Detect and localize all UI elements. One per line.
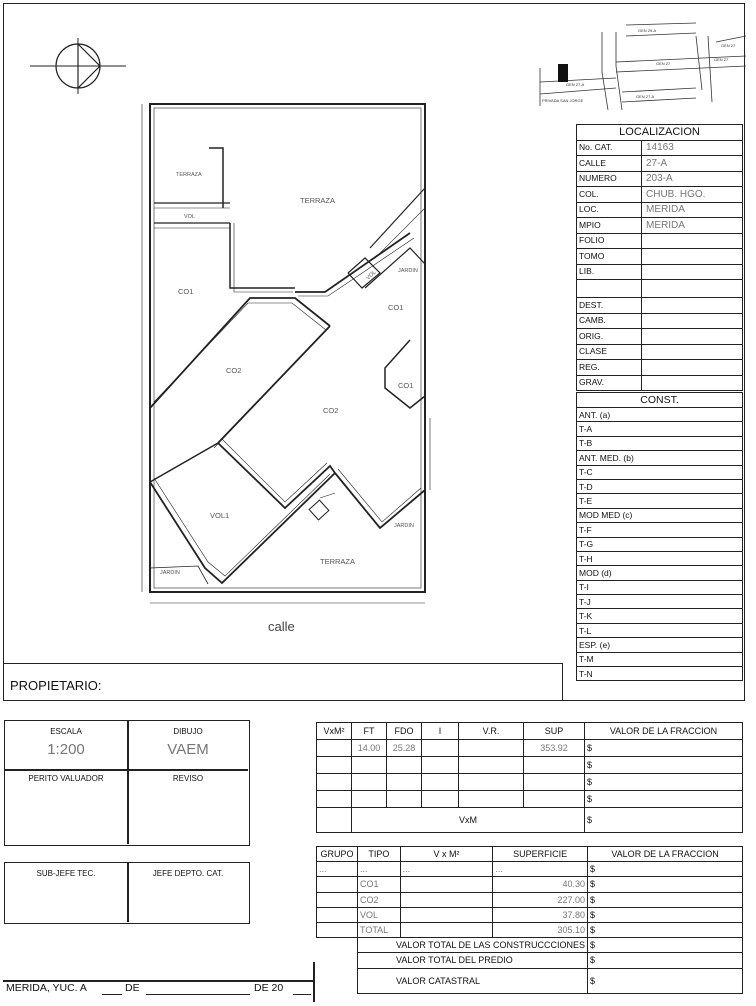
room-label: CO1 [178, 287, 194, 296]
table-row [317, 968, 743, 993]
cell: $ [585, 791, 743, 808]
field-label: LIB. [577, 264, 642, 280]
const-row: MOD (d) [577, 566, 743, 580]
const-row: T-C [577, 465, 743, 479]
const-row: T-E [577, 494, 743, 508]
map-street-label: GEN 29-A [638, 28, 657, 33]
cell [422, 740, 459, 757]
cell: $ [585, 740, 743, 757]
total-value: $ [588, 953, 743, 968]
col-header: SUPERFICIE [493, 847, 588, 862]
table-row [317, 862, 743, 877]
cell [524, 791, 585, 808]
field-value: 27-A [642, 156, 743, 172]
room-label: JARDIN [394, 523, 414, 529]
vxm-value: $ [585, 808, 743, 833]
const-row: T-N [577, 667, 743, 681]
floor-plan [130, 98, 440, 618]
total-value: $ [588, 968, 743, 993]
col-header: FT [352, 723, 387, 740]
cell [422, 791, 459, 808]
field-value [642, 344, 743, 360]
field-value [642, 313, 743, 329]
cell [352, 791, 387, 808]
room-label: CO1 [398, 381, 414, 390]
reviso-label: REVISO [172, 774, 204, 783]
field-label: LOC. [577, 202, 642, 218]
map-street-label: PRIVADA SAN JORGE [542, 98, 584, 103]
field-value [642, 233, 743, 249]
col-header: TIPO [358, 847, 401, 862]
field-label: CALLE [577, 156, 642, 172]
cell: ... [400, 862, 493, 877]
footer-de1: DE [125, 982, 140, 994]
field-value [642, 264, 743, 280]
cell: CO2 [358, 892, 401, 907]
table-row [317, 877, 743, 892]
total-label: VALOR TOTAL DEL PREDIO [358, 953, 588, 968]
cell: ... [317, 862, 358, 877]
cell: $ [588, 877, 743, 892]
cell: TOTAL [358, 922, 401, 937]
total-label: VALOR CATASTRAL [358, 968, 588, 993]
north-arrow-icon [30, 36, 130, 96]
subjefe-label: SUB-JEFE TEC. [36, 869, 96, 878]
table-row [317, 774, 743, 791]
const-row: T-I [577, 580, 743, 594]
table-row [317, 953, 743, 968]
cell: 353.92 [524, 740, 585, 757]
street-label: calle [268, 619, 295, 634]
room-label: CO2 [226, 366, 242, 375]
cell: ... [493, 862, 588, 877]
cell [524, 757, 585, 774]
const-row: T-B [577, 436, 743, 450]
cell [387, 757, 422, 774]
room-label: TERRAZA [176, 172, 202, 178]
cell [524, 774, 585, 791]
col-header: V.R. [459, 723, 524, 740]
escala-label: ESCALA [50, 727, 82, 736]
cell: 305.10 [493, 922, 588, 937]
map-street-label: GEN 27 [714, 57, 729, 62]
propietario-box [3, 663, 563, 701]
field-value: MERIDA [642, 218, 743, 234]
const-row: MOD MED (c) [577, 508, 743, 522]
field-label: MPIO [577, 218, 642, 234]
const-row: ANT. MED. (b) [577, 451, 743, 465]
const-table [576, 392, 743, 681]
room-label: CO1 [388, 303, 404, 312]
total-value: $ [588, 938, 743, 953]
table-row [317, 740, 743, 757]
cell: 14.00 [352, 740, 387, 757]
cell [459, 757, 524, 774]
field-label: No. CAT. [577, 140, 642, 156]
cell: 25.28 [387, 740, 422, 757]
map-street-label: GEN 27 [656, 61, 671, 66]
const-row: T-F [577, 523, 743, 537]
cell [422, 757, 459, 774]
table-row [317, 907, 743, 922]
room-label: TERRAZA [320, 557, 356, 566]
lot-marker [558, 64, 568, 82]
table-row [317, 791, 743, 808]
month-blank-line [146, 994, 250, 995]
col-header: VALOR DE LA FRACCION [585, 723, 743, 740]
room-label: JARDIN [160, 570, 180, 576]
year-blank-line [293, 994, 311, 995]
table-row [317, 757, 743, 774]
perito-label: PERITO VALUADOR [28, 774, 104, 783]
vxm-label: VxM [352, 808, 585, 833]
field-label [577, 280, 642, 298]
cell [459, 791, 524, 808]
localizacion-title: LOCALIZACION [577, 125, 743, 141]
cell: $ [585, 774, 743, 791]
const-row: T-H [577, 551, 743, 565]
cell: $ [585, 757, 743, 774]
const-row: ANT. (a) [577, 408, 743, 422]
const-row: T-K [577, 609, 743, 623]
field-value [642, 329, 743, 345]
field-label: ORIG. [577, 329, 642, 345]
field-label: CAMB. [577, 313, 642, 329]
cell: $ [588, 922, 743, 937]
field-value: MERIDA [642, 202, 743, 218]
field-label: DEST. [577, 298, 642, 314]
total-label: VALOR TOTAL DE LAS CONSTRUCCCIONES [358, 938, 588, 953]
cell: $ [588, 892, 743, 907]
cell [317, 907, 358, 922]
escala-value: 1:200 [47, 741, 85, 758]
dibujo-label: DIBUJO [173, 727, 203, 736]
grupo-table [316, 846, 743, 994]
localizacion-table [576, 124, 743, 391]
cell [400, 892, 493, 907]
room-label: VOL [184, 214, 196, 220]
const-row: T-L [577, 623, 743, 637]
room-label: CO2 [323, 406, 339, 415]
const-row: T-G [577, 537, 743, 551]
room-label: JARDIN [398, 268, 418, 274]
col-header: FDO [387, 723, 422, 740]
table-row [317, 938, 743, 953]
field-value [642, 360, 743, 376]
footer-de2: DE 20 [254, 982, 284, 994]
cell [352, 757, 387, 774]
cell [459, 774, 524, 791]
cell [317, 892, 358, 907]
col-header: I [422, 723, 459, 740]
cell: ... [358, 862, 401, 877]
map-street-label: GEN 27-A [566, 82, 585, 87]
cell: VOL [358, 907, 401, 922]
field-value [642, 298, 743, 314]
cell [317, 740, 352, 757]
table-row [317, 892, 743, 907]
field-value: 14163 [642, 140, 743, 156]
cell: CO1 [358, 877, 401, 892]
cell [400, 922, 493, 937]
cell: $ [588, 862, 743, 877]
location-map [536, 22, 746, 110]
const-row: T-A [577, 422, 743, 436]
cell [317, 774, 352, 791]
cell: $ [588, 907, 743, 922]
room-label: VOL [365, 269, 378, 282]
field-value [642, 375, 743, 391]
col-header: SUP [524, 723, 585, 740]
room-label: TERRAZA [300, 196, 336, 205]
field-value: 203-A [642, 171, 743, 187]
map-street-label: GEN 27-A [636, 94, 655, 99]
fraccion-table [316, 722, 743, 833]
map-street-label: GEN 27 [721, 43, 736, 48]
table-row [317, 808, 743, 833]
day-blank-line [102, 994, 122, 995]
cell [352, 774, 387, 791]
jefe-label: JEFE DEPTO. CAT. [152, 869, 224, 878]
cell: 227.00 [493, 892, 588, 907]
table-row [317, 922, 743, 937]
room-label: VOL1 [210, 511, 230, 520]
field-label: CLASE [577, 344, 642, 360]
cell [459, 740, 524, 757]
cell: 40.30 [493, 877, 588, 892]
col-header: VALOR DE LA FRACCION [588, 847, 743, 862]
field-value: CHUB. HGO. [642, 187, 743, 203]
field-label: GRAV. [577, 375, 642, 391]
footer-city: MERIDA, YUC. A [6, 982, 87, 994]
cell [387, 791, 422, 808]
propietario-label: PROPIETARIO: [10, 678, 102, 693]
cell [422, 774, 459, 791]
const-row: T-D [577, 479, 743, 493]
col-header: V x M² [400, 847, 493, 862]
cell [317, 791, 352, 808]
cell [317, 757, 352, 774]
cell [400, 907, 493, 922]
cell: 37.80 [493, 907, 588, 922]
field-value [642, 280, 743, 298]
cell [400, 877, 493, 892]
cell [387, 774, 422, 791]
const-title: CONST. [577, 393, 743, 408]
const-row: T-M [577, 652, 743, 666]
const-row: T-J [577, 595, 743, 609]
signature-box-bottom [4, 862, 250, 924]
field-label: REG. [577, 360, 642, 376]
field-label: COL. [577, 187, 642, 203]
dibujo-value: VAEM [167, 741, 209, 758]
signature-box-top [4, 720, 250, 846]
const-row: ESP. (e) [577, 638, 743, 652]
cell [317, 877, 358, 892]
field-label: FOLIO [577, 233, 642, 249]
field-label: NUMERO [577, 171, 642, 187]
col-header: GRUPO [317, 847, 358, 862]
col-header: VxM² [317, 723, 352, 740]
cell [317, 922, 358, 937]
field-value [642, 249, 743, 265]
field-label: TOMO [577, 249, 642, 265]
